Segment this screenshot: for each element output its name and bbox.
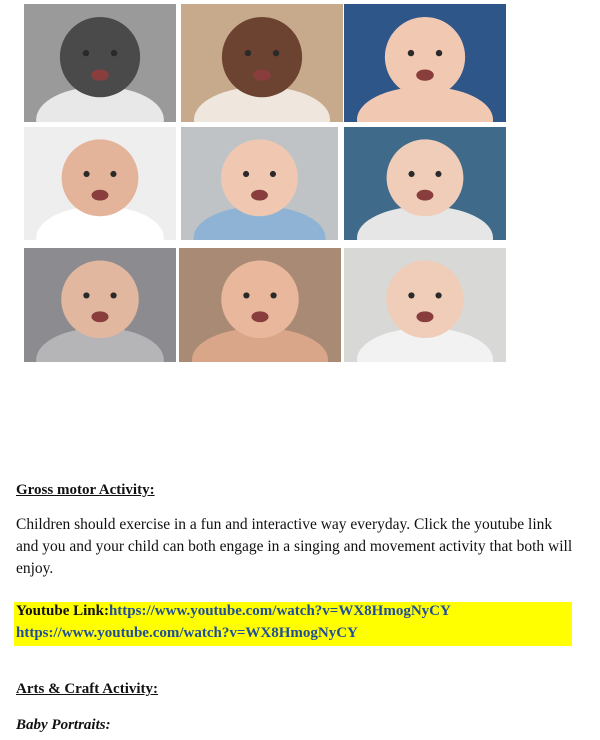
gross-motor-heading: Gross motor Activity:	[16, 482, 155, 498]
youtube-link-label: Youtube Link:	[16, 603, 109, 619]
frowning-baby-kitchen-icon	[181, 127, 338, 240]
crying-baby-blue-icon	[344, 127, 506, 240]
pouting-baby-bw-icon	[24, 4, 176, 122]
baby-photo-4	[24, 127, 176, 240]
yawning-baby-teddy-icon	[344, 248, 506, 362]
pouting-baby-close-icon	[179, 248, 341, 362]
laughing-baby-icon	[24, 127, 176, 240]
baby-photo-9	[344, 248, 506, 362]
baby-photo-3	[344, 4, 506, 122]
baby-portraits-heading: Baby Portraits:	[16, 717, 111, 733]
baby-photo-5	[181, 127, 338, 240]
baby-photo-6	[344, 127, 506, 240]
baby-photo-8	[179, 248, 341, 362]
arts-craft-heading: Arts & Craft Activity:	[16, 681, 159, 697]
baby-photo-1	[24, 4, 176, 122]
baby-photo-7	[24, 248, 176, 362]
youtube-link-line-1	[16, 603, 451, 620]
sleeping-newborn-pose-icon	[24, 248, 176, 362]
serious-baby-icon	[181, 4, 343, 122]
covering-ears-baby-icon	[344, 4, 506, 122]
youtube-link-2[interactable]: https://www.youtube.com/watch?v=WX8HmogNyCY	[16, 625, 358, 641]
youtube-link-1[interactable]: https://www.youtube.com/watch?v=WX8HmogNyCY	[108, 603, 451, 619]
gross-motor-paragraph: Children should exercise in a fun and interactive way everyday. Click the youtube link and you and your child can both engage in a singing and movement activity that both will enjoy.	[16, 516, 573, 577]
youtube-link-line-2	[16, 625, 358, 642]
baby-photo-2	[181, 4, 343, 122]
